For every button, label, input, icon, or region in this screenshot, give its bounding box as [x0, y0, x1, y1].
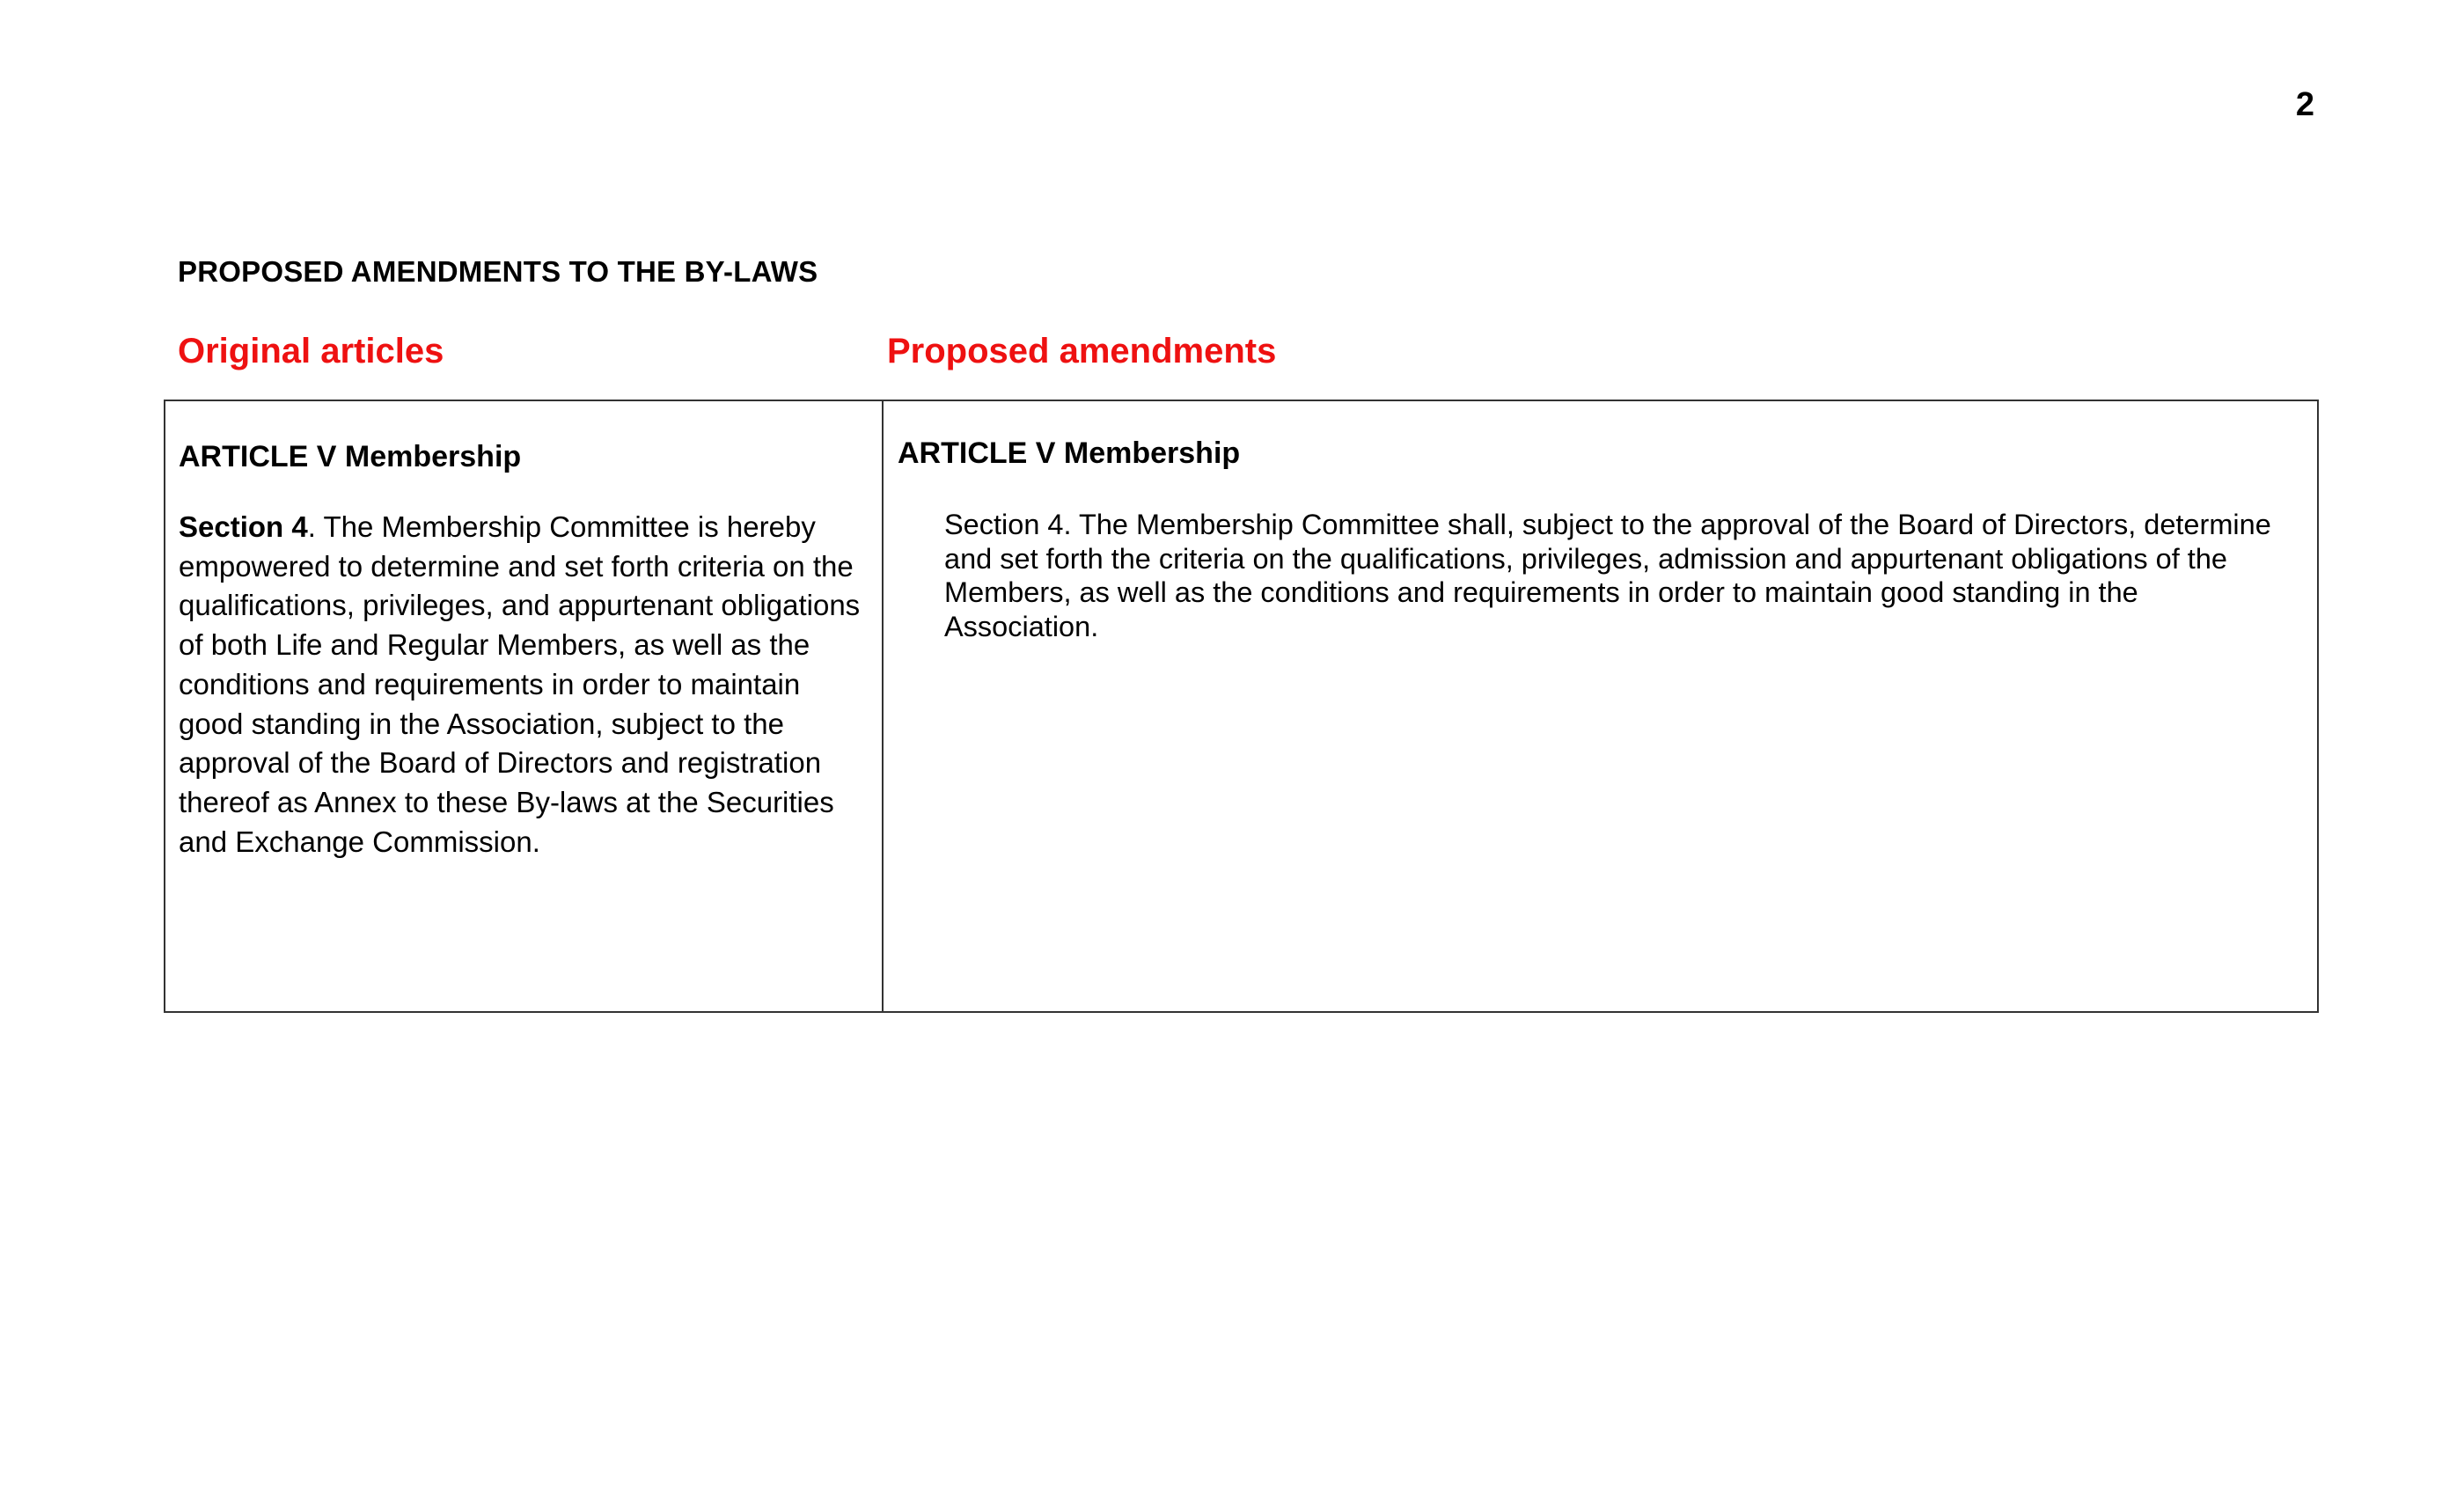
original-section-label: Section 4	[179, 510, 308, 543]
original-section-body: . The Membership Committee is hereby empowered to determine and set forth criteria on the qualifications, privileges, and appurtenant obligations of both Life and Regular Members, as well as the conditions and requirements in order to maintain good standing in the Association, subject to the approval of the Board of Directors and registration thereof as Annex to these By-laws at the Securities and Exchange Commission.	[179, 510, 861, 858]
document-title: PROPOSED AMENDMENTS TO THE BY-LAWS	[178, 255, 818, 288]
page-number: 2	[2295, 86, 2314, 123]
proposed-amendments-heading: Proposed amendments	[887, 332, 1277, 370]
original-article-heading: ARTICLE V Membership	[179, 440, 522, 473]
original-article-cell	[165, 401, 884, 1011]
original-articles-heading: Original articles	[178, 332, 444, 370]
proposed-section-text: Section 4. The Membership Committee shall, subject to the approval of the Board of Directors, determine and set forth the criteria on the qualifications, privileges, admission and appurtenant obligations of the Members, as well as the conditions and requirements in order to maintain good standing in the Association.	[944, 509, 2271, 643]
proposed-article-heading: ARTICLE V Membership	[898, 436, 1241, 470]
comparison-table	[164, 400, 2319, 1013]
proposed-amendment-cell	[884, 401, 2317, 1011]
original-section-text	[179, 508, 869, 862]
